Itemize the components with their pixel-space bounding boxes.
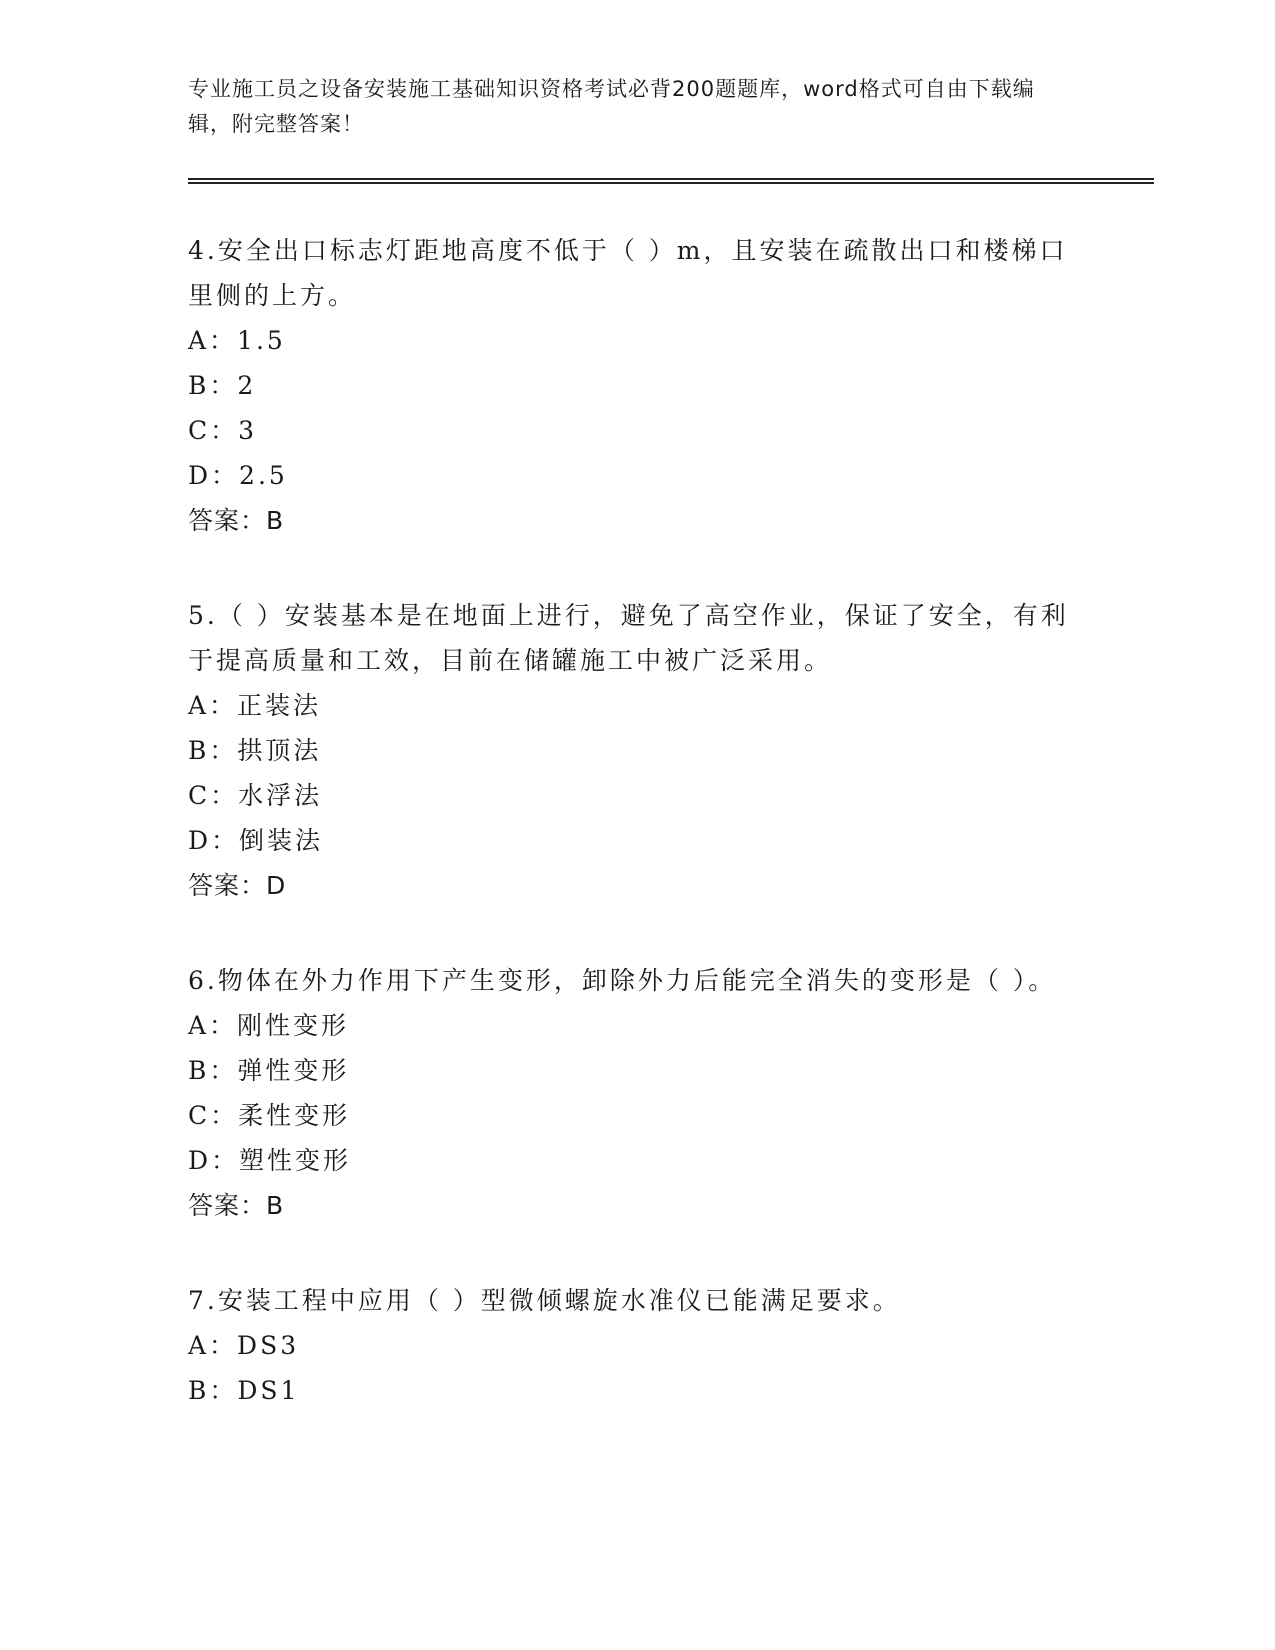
option-b: B：拱顶法: [188, 736, 322, 765]
header-double-rule: [188, 178, 1154, 184]
answer-line: 答案：B: [188, 506, 285, 535]
option-b: B：弹性变形: [188, 1056, 350, 1085]
option-c: C：柔性变形: [188, 1101, 351, 1130]
answer-line: 答案：B: [188, 1191, 285, 1220]
question-stem: 7.安装工程中应用（ ）型微倾螺旋水准仪已能满足要求。: [188, 1286, 901, 1315]
question-4: [188, 228, 1088, 543]
option-a: A：1.5: [188, 326, 286, 355]
option-b: B：DS1: [188, 1376, 300, 1405]
question-stem: 6.物体在外力作用下产生变形，卸除外力后能完全消失的变形是（ ）。: [188, 966, 1057, 995]
option-b: B：2: [188, 371, 257, 400]
option-a: A：正装法: [188, 691, 322, 720]
question-7: [188, 1278, 1088, 1413]
option-c: C：3: [188, 416, 258, 445]
question-6: [188, 958, 1088, 1228]
option-c: C：水浮法: [188, 781, 323, 810]
option-a: A：刚性变形: [188, 1011, 350, 1040]
question-stem: 5.（ ）安装基本是在地面上进行，避免了高空作业，保证了安全，有利于提高质量和工效，目前在储罐施工中被广泛采用。: [188, 601, 1069, 675]
question-5: [188, 593, 1088, 908]
question-stem: 4.安全出口标志灯距地高度不低于（ ）m，且安装在疏散出口和楼梯口里侧的上方。: [188, 236, 1068, 310]
option-d: D：2.5: [188, 461, 288, 490]
document-header: [188, 72, 1068, 142]
option-d: D：塑性变形: [188, 1146, 352, 1175]
option-a: A：DS3: [188, 1331, 300, 1360]
option-d: D：倒装法: [188, 826, 324, 855]
document-title: 专业施工员之设备安装施工基础知识资格考试必背200题题库，word格式可自由下载编辑，附完整答案！: [188, 77, 1035, 136]
question-list: [188, 228, 1088, 1463]
answer-line: 答案：D: [188, 871, 287, 900]
